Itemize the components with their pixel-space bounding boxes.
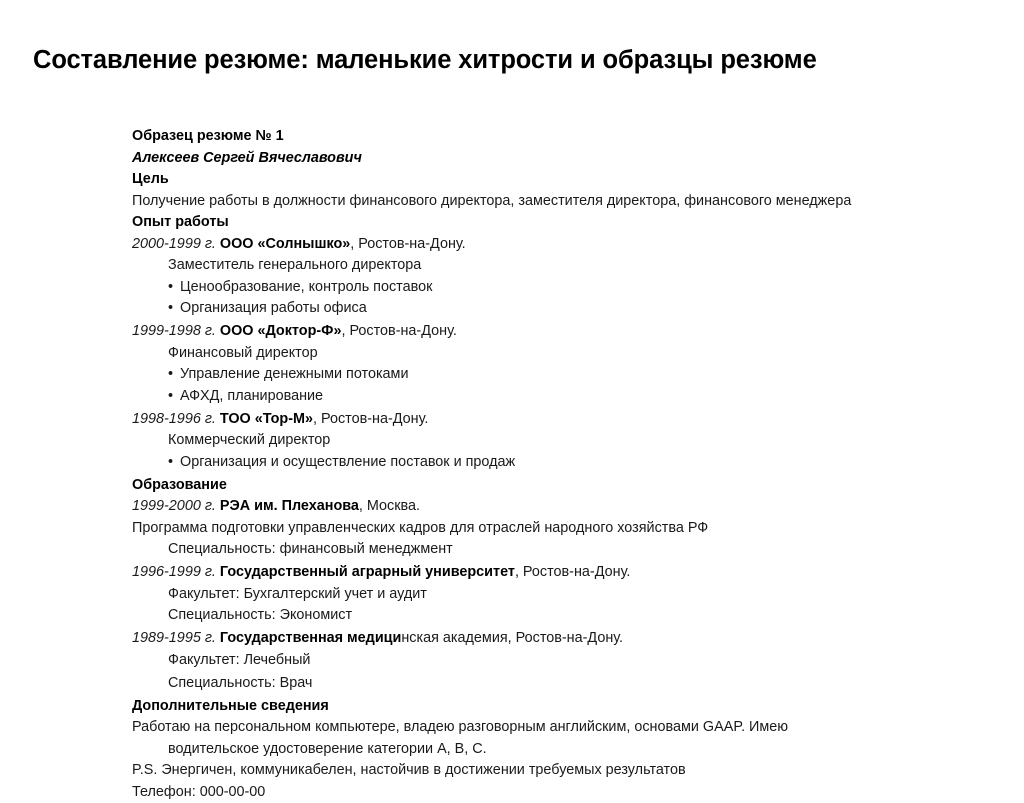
bullet-icon: • xyxy=(168,452,180,474)
experience-bullet-text: Ценообразование, контроль поставок xyxy=(180,279,432,295)
contact-phone: Телефон: 000-00-00 xyxy=(132,782,992,803)
education-entry-header xyxy=(132,628,992,650)
education-period: 1996-1999 г. xyxy=(132,564,216,580)
experience-bullet xyxy=(132,277,992,299)
education-specialty: Специальность: Экономист xyxy=(132,605,992,627)
education-entry-header xyxy=(132,496,992,518)
resume-sample-heading: Образец резюме № 1 xyxy=(132,126,992,148)
experience-bullet-text: Управление денежными потоками xyxy=(180,366,409,382)
education-program: Программа подготовки управленческих кадров для отраслей народного хозяйства РФ xyxy=(132,518,992,540)
education-faculty: Факультет: Лечебный xyxy=(132,650,992,672)
experience-period: 1998-1996 г. xyxy=(132,411,216,427)
experience-location: , Ростов-на-Дону. xyxy=(341,323,456,339)
experience-entry-header xyxy=(132,234,992,256)
experience-company: ТОО «Тор-М» xyxy=(220,411,313,427)
experience-bullet-text: Организация работы офиса xyxy=(180,300,367,316)
education-faculty: Факультет: Бухгалтерский учет и аудит xyxy=(132,584,992,606)
experience-position: Заместитель генерального директора xyxy=(132,255,992,277)
experience-position: Финансовый директор xyxy=(132,343,992,365)
additional-heading: Дополнительные сведения xyxy=(132,696,992,718)
experience-period: 2000-1999 г. xyxy=(132,236,216,252)
education-heading: Образование xyxy=(132,475,992,497)
bullet-icon: • xyxy=(168,364,180,386)
experience-location: , Ростов-на-Дону. xyxy=(350,236,465,252)
resume-body xyxy=(132,126,992,803)
experience-entry-header xyxy=(132,409,992,431)
experience-bullet-text: АФХД, планирование xyxy=(180,388,323,404)
experience-company: ООО «Доктор-Ф» xyxy=(220,323,342,339)
education-period: 1999-2000 г. xyxy=(132,498,216,514)
objective-heading: Цель xyxy=(132,169,992,191)
additional-line-1: Работаю на персональном компьютере, владею разговорным английским, основами GAAP. Имею xyxy=(132,717,992,739)
education-location: , Москва. xyxy=(359,498,420,514)
education-period: 1989-1995 г. xyxy=(132,630,216,646)
education-institution: Государственный аграрный университет xyxy=(220,564,515,580)
education-institution: Государственная медици xyxy=(220,630,401,646)
bullet-icon: • xyxy=(168,298,180,320)
experience-bullet xyxy=(132,386,992,408)
page-title: Составление резюме: маленькие хитрости и образцы резюме xyxy=(33,46,817,75)
resume-full-name: Алексеев Сергей Вячеславович xyxy=(132,148,992,170)
experience-bullet-text: Организация и осуществление поставок и продаж xyxy=(180,454,515,470)
education-location: , Ростов-на-Дону. xyxy=(508,630,623,646)
education-institution-rest: нская академия xyxy=(401,630,507,646)
bullet-icon: • xyxy=(168,386,180,408)
experience-heading: Опыт работы xyxy=(132,212,992,234)
bullet-icon: • xyxy=(168,277,180,299)
education-location: , Ростов-на-Дону. xyxy=(515,564,630,580)
additional-ps: P.S. Энергичен, коммуникабелен, настойчив в достижении требуемых результатов xyxy=(132,760,992,782)
education-specialty: Специальность: Врач xyxy=(132,673,992,695)
experience-bullet xyxy=(132,298,992,320)
experience-position: Коммерческий директор xyxy=(132,430,992,452)
education-specialty: Специальность: финансовый менеджмент xyxy=(132,539,992,561)
experience-bullet xyxy=(132,364,992,386)
experience-location: , Ростов-на-Дону. xyxy=(313,411,428,427)
experience-entry-header xyxy=(132,321,992,343)
objective-text: Получение работы в должности финансового директора, заместителя директора, финансового менеджера xyxy=(132,191,992,213)
experience-period: 1999-1998 г. xyxy=(132,323,216,339)
additional-line-2: водительское удостоверение категории А, В, С. xyxy=(132,739,992,761)
experience-bullet xyxy=(132,452,992,474)
education-institution: РЭА им. Плеханова xyxy=(220,498,359,514)
experience-company: ООО «Солнышко» xyxy=(220,236,350,252)
education-entry-header xyxy=(132,562,992,584)
